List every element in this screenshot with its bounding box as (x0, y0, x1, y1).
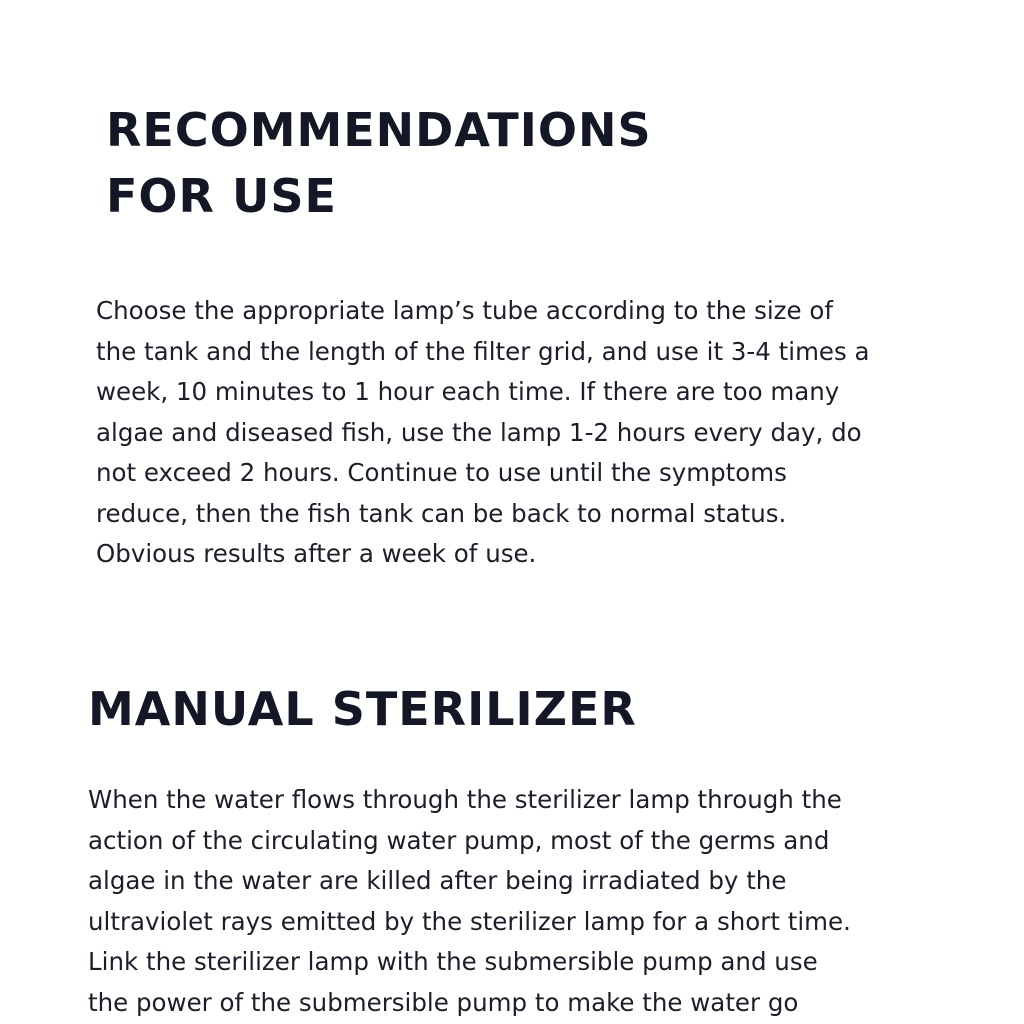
section-paragraph (88, 780, 851, 1023)
paragraph-line: the power of the submersible pump to make the water go (88, 987, 799, 1017)
paragraph-line: Link the sterilizer lamp with the submersible pump and use (88, 947, 818, 976)
paragraph-line: When the water flows through the sterilizer lamp through the (88, 785, 842, 814)
heading-line: FOR USE (106, 169, 337, 223)
heading-line: MANUAL STERILIZER (88, 682, 637, 736)
paragraph-line: Obvious results after a week of use. (96, 539, 537, 568)
paragraph-line: algae in the water are killed after being irradiated by the (88, 866, 787, 895)
paragraph-line: reduce, then the fish tank can be back to normal status. (96, 498, 787, 528)
heading-line: RECOMMENDATIONS (106, 103, 652, 157)
section-manual-sterilizer (88, 676, 851, 1023)
section-heading (88, 676, 851, 742)
section-paragraph (96, 291, 870, 575)
paragraph-line: action of the circulating water pump, most of the germs and (88, 825, 830, 855)
paragraph-line: algae and diseased fish, use the lamp 1-2 hours every day, do (96, 417, 862, 447)
section-recommendations (96, 97, 870, 575)
paragraph-line: Choose the appropriate lamp’s tube according to the size of (96, 296, 834, 325)
paragraph-line: the tank and the length of the filter grid, and use it 3-4 times a (96, 336, 870, 366)
paragraph-line: ultraviolet rays emitted by the sterilizer lamp for a short time. (88, 906, 851, 936)
section-heading (106, 97, 870, 229)
paragraph-line: not exceed 2 hours. Continue to use until the symptoms (96, 458, 787, 487)
paragraph-line: week, 10 minutes to 1 hour each time. If there are too many (96, 377, 840, 406)
